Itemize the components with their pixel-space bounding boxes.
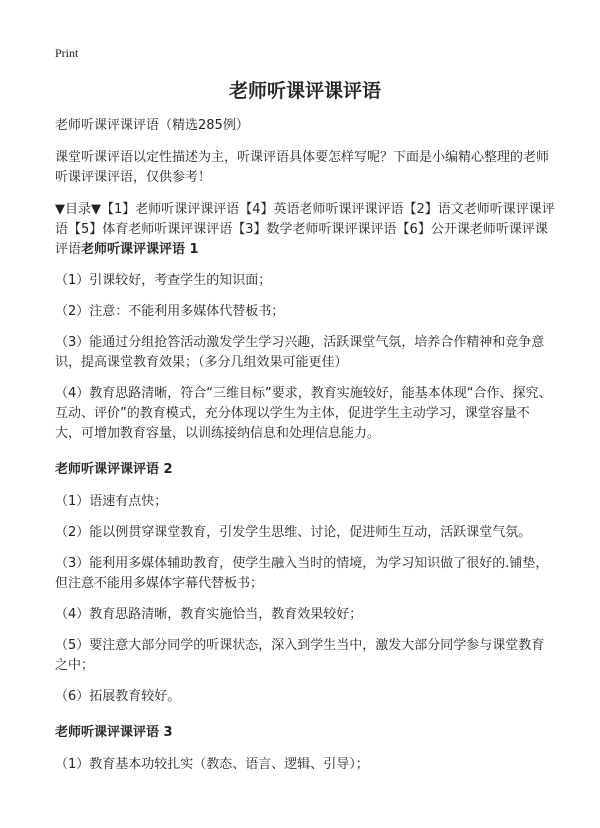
list-item: （3）能通过分组抢答活动激发学生学习兴趣，活跃课堂气氛，培养合作精神和竞争意识，提高课堂教育效果；（多分几组效果可能更佳） (55, 335, 545, 370)
list-item: （4）教育思路清晰，符合“三维目标”要求，教育实施较好，能基本体现“合作、探究、互动、评价”的教育模式，充分体现以学生为主体，促进学生主动学习，课堂容量不大，可增加教育容量，以训练接纳信息和处理信息能力。 (55, 386, 552, 441)
section-heading-2: 老师听课评课评语 2 (55, 462, 173, 477)
list-item: （1）语速有点快； (55, 494, 168, 509)
print-link[interactable]: Print (55, 46, 79, 60)
list-item: （1）教育基本功较扎实（教态、语言、逻辑、引导）； (55, 757, 369, 772)
list-item: （5）要注意大部分同学的听课状态，深入到学生当中，激发大部分同学参与课堂教育之中； (55, 638, 545, 673)
list-item: （1）引课较好，考查学生的知识面； (55, 273, 272, 288)
document-body (55, 78, 555, 786)
section-heading-1: 老师听课评课评语 1 (81, 242, 199, 257)
table-of-contents (55, 200, 555, 260)
list-item: （2）能以例贯穿课堂教育，引发学生思维、讨论，促进师生互动，活跃课堂气氛。 (55, 525, 532, 540)
list-item: （4）教育思路清晰，教育实施恰当，教育效果较好； (55, 607, 363, 622)
list-item: （3）能利用多媒体辅助教育，使学生融入当时的情境，为学习知识做了很好的.铺垫，但注意不能用多媒体字幕代替板书； (55, 556, 549, 591)
document-subtitle: 老师听课评课评语（精选285例） (55, 118, 249, 133)
list-item: （2）注意：不能利用多媒体代替板书； (55, 304, 285, 319)
page-title: 老师听课评课评语 (228, 80, 381, 102)
intro-paragraph: 课堂听课评语以定性描述为主，听课评语具体要怎样写呢？下面是小编精心整理的老师听课评课评语，仅供参考！ (55, 150, 550, 185)
section-heading-3: 老师听课评课评语 3 (55, 725, 173, 740)
list-item: （6）拓展教育较好。 (55, 689, 181, 704)
toc-text: ▼目录▼【1】老师听课评课评语【4】英语老师听课评课评语【2】语文老师听课评课评语【5】体育老师听课评课评语【3】数学老师听课评课评语【6】公开课老师听课评课评语 (55, 202, 555, 257)
